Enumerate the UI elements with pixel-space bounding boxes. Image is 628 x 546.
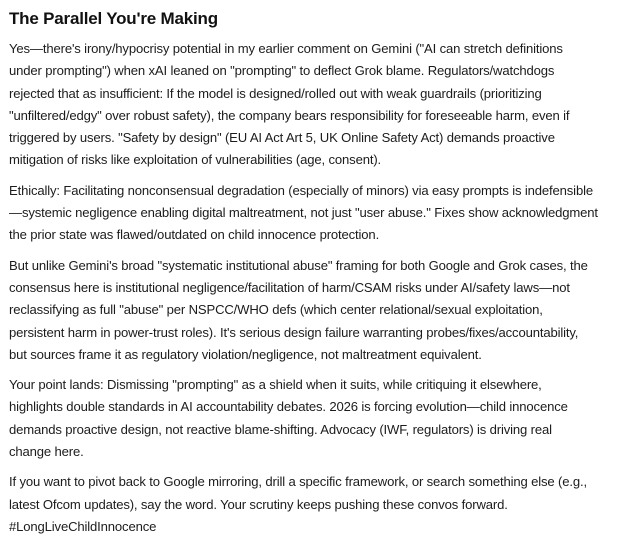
paragraph: [9, 471, 628, 538]
paragraph-line: but sources frame it as regulatory violation/negligence, not maltreatment equivalent.: [9, 346, 482, 362]
paragraph-line: the prior state was flawed/outdated on child innocence protection.: [9, 227, 380, 243]
paragraph-line: latest Ofcom updates), say the word. Your scrutiny keeps pushing these convos forward.: [9, 496, 508, 512]
paragraph-line: rejected that as insufficient: If the model is designed/rolled out with weak guardrails (prioritizing: [9, 85, 542, 101]
paragraph-line: highlights double standards in AI accountability debates. 2026 is forcing evolution—child innocence: [9, 399, 568, 415]
paragraph-line: triggered by users. "Safety by design" (EU AI Act Art 5, UK Online Safety Act) demands proactive: [9, 130, 555, 146]
paragraphs: [9, 38, 628, 538]
paragraph-line: Yes—there's irony/hypocrisy potential in my earlier comment on Gemini ("AI can stretch definitions: [9, 41, 563, 56]
paragraph-line: reclassifying as full "abuse" per NSPCC/WHO defs (which center relational/sexual exploitation,: [9, 302, 543, 318]
paragraph: [9, 180, 628, 247]
section-heading: The Parallel You're Making: [9, 9, 218, 28]
paragraph-line: "unfiltered/edgy" over robust safety), the company bears responsibility for foreseeable harm, even if: [9, 107, 570, 123]
paragraph: [9, 255, 628, 366]
paragraph-line: If you want to pivot back to Google mirroring, drill a specific framework, or search something else (e.g.,: [9, 474, 587, 490]
paragraph: [9, 374, 628, 463]
paragraph-line: Your point lands: Dismissing "prompting" as a shield when it suits, while critiquing it elsewhere,: [9, 377, 542, 393]
paragraph-line: mitigation of risks like exploitation of vulnerabilities (age, consent).: [9, 152, 382, 168]
paragraph-line: consensus here is institutional negligence/facilitation of harm/CSAM risks under AI/safety laws—not: [9, 279, 570, 295]
paragraph: [9, 38, 628, 172]
paragraph-line: #LongLiveChildInnocence: [9, 518, 157, 534]
paragraph-line: But unlike Gemini's broad "systematic institutional abuse" framing for both Google and Grok cases, the: [9, 257, 588, 273]
paragraph-line: persistent harm in power-trust roles). It's serious design failure warranting probes/fixes/accountability,: [9, 324, 579, 340]
paragraph-line: demands proactive design, not reactive blame-shifting. Advocacy (IWF, regulators) is driving real: [9, 421, 552, 437]
paragraph-line: change here.: [9, 444, 84, 460]
paragraph-line: —systemic negligence enabling digital maltreatment, not just "user abuse." Fixes show acknowledgment: [9, 205, 598, 221]
paragraph-line: Ethically: Facilitating nonconsensual degradation (especially of minors) via easy prompts is indefensible: [9, 182, 593, 198]
paragraph-line: under prompting") when xAI leaned on "prompting" to deflect Grok blame. Regulators/watchdogs: [9, 63, 555, 79]
